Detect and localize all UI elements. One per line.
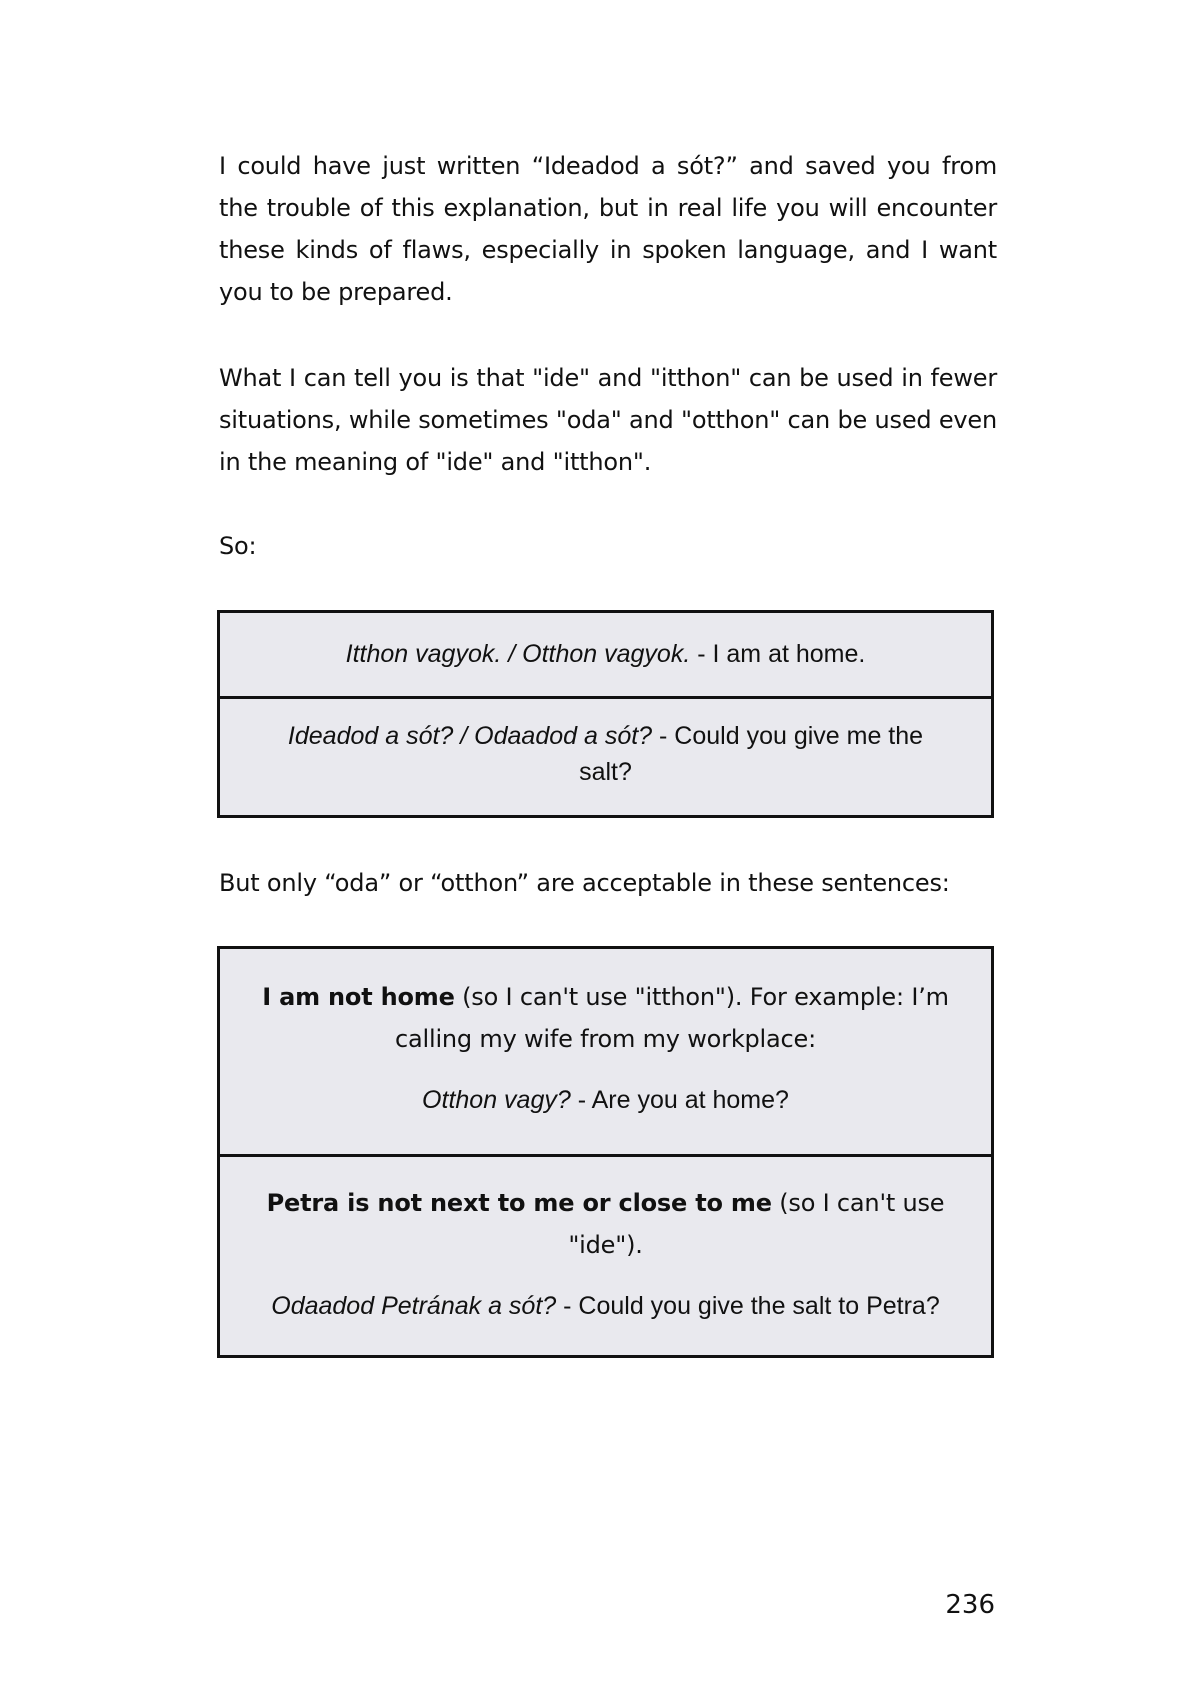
hungarian-sentence: Otthon vagy?: [422, 1086, 571, 1114]
so-label: So:: [219, 532, 257, 560]
only-oda-otthon-paragraph: But only “oda” or “otthon” are acceptable in these sentences:: [219, 869, 950, 897]
english-translation: - I am at home.: [690, 640, 866, 668]
english-translation: - Could you give the salt to Petra?: [556, 1292, 940, 1320]
english-translation: - Could you give me the salt?: [579, 722, 924, 786]
page-number: 236: [945, 1590, 995, 1620]
condition-bold: I am not home: [262, 983, 455, 1011]
condition-bold: Petra is not next to me or close to me: [266, 1189, 772, 1217]
condition-text: (so I can't use "itthon"). For example: I’m calling my wife from my workplace:: [395, 983, 949, 1053]
example-row-not-home: [220, 949, 991, 1154]
examples-box-oda-otthon-only: [217, 946, 994, 1358]
english-translation: - Are you at home?: [570, 1086, 789, 1114]
intro-paragraph: I could have just written “Ideadod a sót?” and saved you from the trouble of this explanation, but in real life you will encounter these kinds of flaws, especially in spoken language, and I want you to be prepared.: [219, 152, 997, 306]
hungarian-sentence: Ideadod a sót? / Odaadod a sót?: [287, 722, 653, 750]
example-row-petra: [220, 1154, 991, 1355]
hungarian-sentence: Itthon vagyok. / Otthon vagyok.: [345, 640, 691, 668]
example-row-at-home: [220, 613, 991, 696]
examples-box-both-forms: [217, 610, 994, 818]
example-row-give-salt: [220, 696, 991, 815]
condition-text: (so I can't use "ide").: [568, 1189, 945, 1259]
explanation-paragraph: What I can tell you is that "ide" and "itthon" can be used in fewer situations, while sometimes "oda" and "otthon" can be used even in the meaning of "ide" and "itthon".: [219, 364, 997, 476]
hungarian-sentence: Odaadod Petrának a sót?: [271, 1292, 557, 1320]
